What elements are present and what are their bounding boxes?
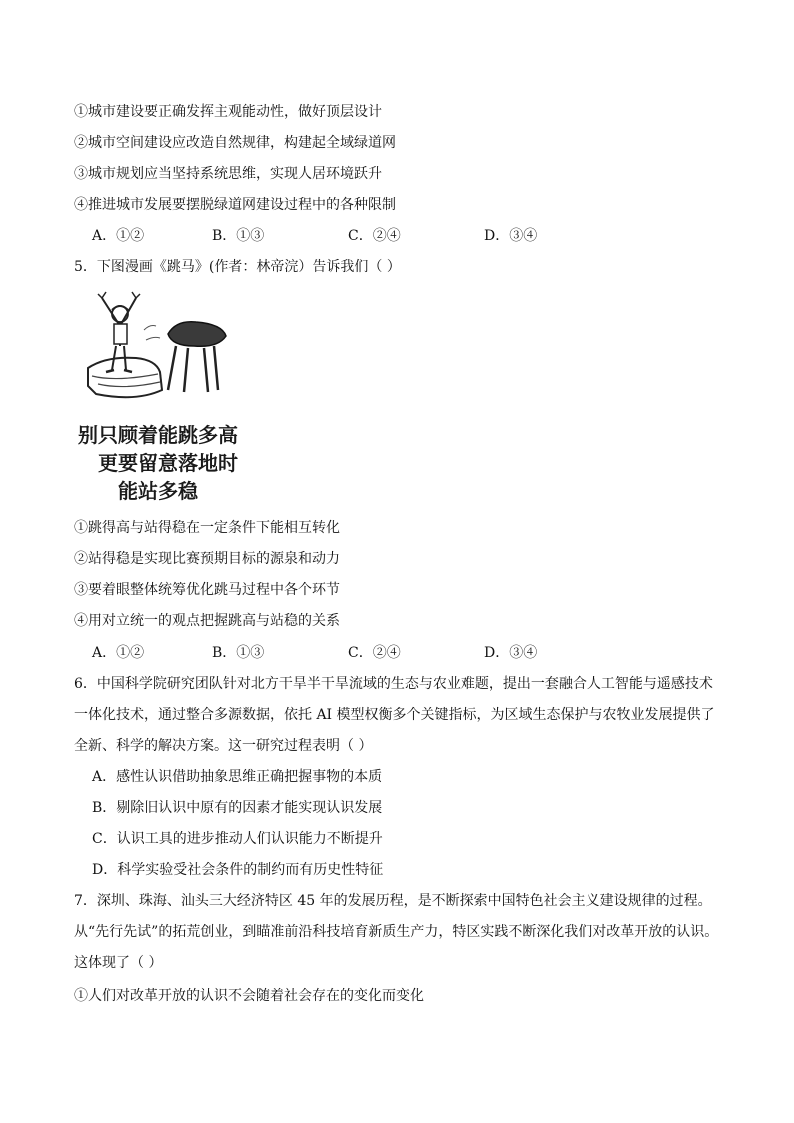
cartoon-caption-line-1: 别只顾着能跳多高 <box>78 423 238 447</box>
cartoon-drawing-icon <box>76 290 256 512</box>
q4-statement-4: ④推进城市发展要摆脱绿道网建设过程中的各种限制 <box>74 197 396 213</box>
q7-statement-1: ①人们对改革开放的认识不会随着社会存在的变化而变化 <box>74 988 424 1004</box>
q4-option-d[interactable]: D．③④ <box>484 228 538 244</box>
q5-statement-3: ③要着眼整体统筹优化跳马过程中各个环节 <box>74 582 340 598</box>
q5-option-c[interactable]: C．②④ <box>348 645 401 661</box>
q6-choice-a[interactable]: A．感性认识借助抽象思维正确把握事物的本质 <box>92 769 383 785</box>
q5-option-b[interactable]: B．①③ <box>212 645 265 661</box>
q6-stem: 6．中国科学院研究团队针对北方干旱半干旱流域的生态与农业难题，提出一套融合人工智能与遥感技术一体化技术，通过整合多源数据，依托 AI 模型权衡多个关键指标，为区域生态保护与农牧业发展提供了全新、科学的解决方案。这一研究过程表明（ ） <box>74 676 715 754</box>
q4-statement-3: ③城市规划应当坚持系统思维，实现人居环境跃升 <box>74 166 382 182</box>
q5-option-a[interactable]: A．①② <box>92 645 145 661</box>
q5-options <box>92 643 537 663</box>
q6-choice-b[interactable]: B．剔除旧认识中原有的因素才能实现认识发展 <box>92 800 383 816</box>
q4-statement-1: ①城市建设要正确发挥主观能动性，做好顶层设计 <box>74 104 382 120</box>
q6-choice-c[interactable]: C．认识工具的进步推动人们认识能力不断提升 <box>92 831 383 847</box>
q5-statement-1: ①跳得高与站得稳在一定条件下能相互转化 <box>74 520 340 536</box>
q4-options <box>92 226 537 246</box>
q5-statement-4: ④用对立统一的观点把握跳高与站稳的关系 <box>74 613 340 629</box>
q7-stem: 7．深圳、珠海、汕头三大经济特区 45 年的发展历程，是不断探索中国特色社会主义建设规律的过程。从“先行先试”的拓荒创业，到瞄准前沿科技培育新质生产力，特区实践不断深化我们对改革开放的认识。这体现了（ ） <box>74 893 719 971</box>
q4-option-b[interactable]: B．①③ <box>212 228 265 244</box>
cartoon-caption-line-3: 能站多稳 <box>118 479 198 503</box>
q4-statement-2: ②城市空间建设应改造自然规律，构建起全域绿道网 <box>74 135 396 151</box>
q5-stem: 5．下图漫画《跳马》(作者：林帝浣）告诉我们（ ） <box>74 259 401 275</box>
q4-option-a[interactable]: A．①② <box>92 228 145 244</box>
q5-option-d[interactable]: D．③④ <box>484 645 538 661</box>
cartoon-caption-line-2: 更要留意落地时 <box>98 451 238 475</box>
q5-statement-2: ②站得稳是实现比赛预期目标的源泉和动力 <box>74 551 340 567</box>
q4-option-c[interactable]: C．②④ <box>348 228 401 244</box>
gymnast-vault-cartoon <box>76 290 256 512</box>
q6-choice-d[interactable]: D．科学实验受社会条件的制约而有历史性特征 <box>92 862 384 878</box>
